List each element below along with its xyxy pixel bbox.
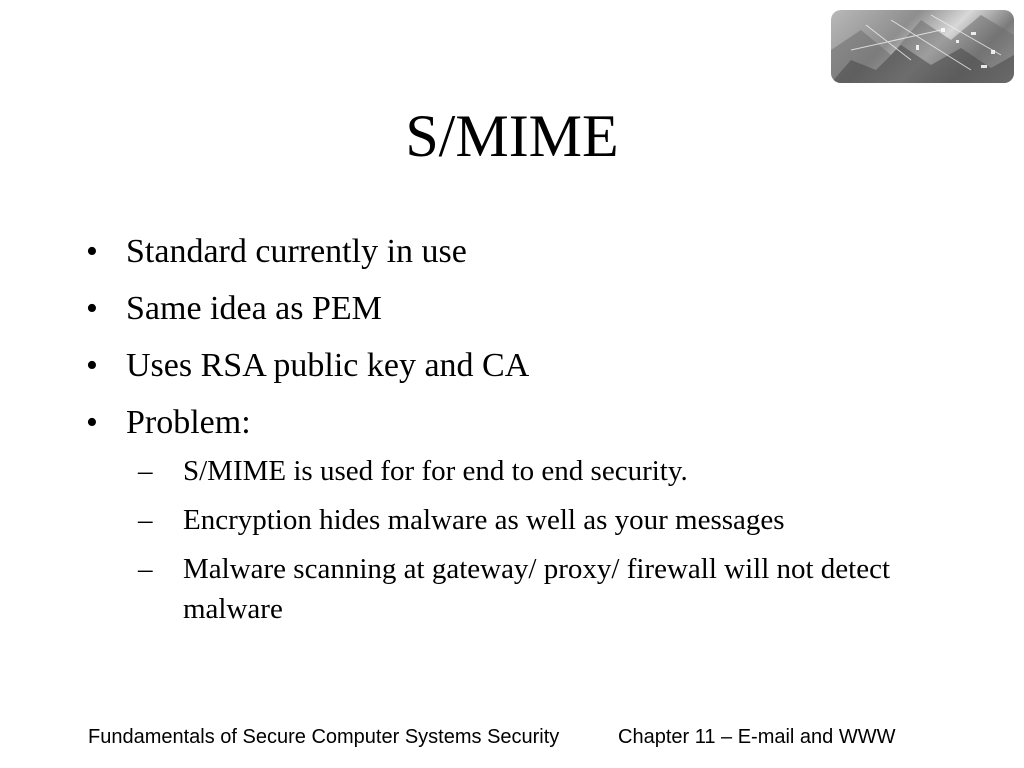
bullet-text: Same idea as PEM xyxy=(126,290,382,327)
slide-title: S/MIME xyxy=(405,103,619,169)
sub-bullet-item xyxy=(138,500,966,540)
sub-bullet-marker: – xyxy=(138,455,153,487)
sub-bullet-item xyxy=(138,549,966,629)
sub-bullet-marker: – xyxy=(138,504,153,536)
bullet-item xyxy=(86,401,966,629)
bullet-item xyxy=(86,230,966,274)
sub-bullet-marker: – xyxy=(138,553,153,585)
sub-bullet-text: Malware scanning at gateway/ proxy/ firewall will not detect malware xyxy=(183,553,891,625)
bullet-text: Problem: xyxy=(126,404,251,441)
bullet-marker: • xyxy=(86,404,98,441)
bullet-marker: • xyxy=(86,290,98,327)
footer-course-title: Fundamentals of Secure Computer Systems Security xyxy=(88,726,560,748)
city-photo-icon xyxy=(831,10,1014,83)
bullet-list xyxy=(86,230,966,642)
bullet-text: Uses RSA public key and CA xyxy=(126,347,530,384)
bullet-marker: • xyxy=(86,347,98,384)
sub-bullet-item xyxy=(138,451,966,491)
footer-chapter: Chapter 11 – E-mail and WWW xyxy=(618,726,896,748)
bullet-text: Standard currently in use xyxy=(126,233,467,270)
sub-bullet-text: S/MIME is used for for end to end security. xyxy=(183,455,688,487)
bullet-item xyxy=(86,287,966,331)
bullet-marker: • xyxy=(86,233,98,270)
sub-bullet-text: Encryption hides malware as well as your messages xyxy=(183,504,785,536)
bullet-item xyxy=(86,344,966,388)
sub-bullet-list xyxy=(126,451,966,629)
